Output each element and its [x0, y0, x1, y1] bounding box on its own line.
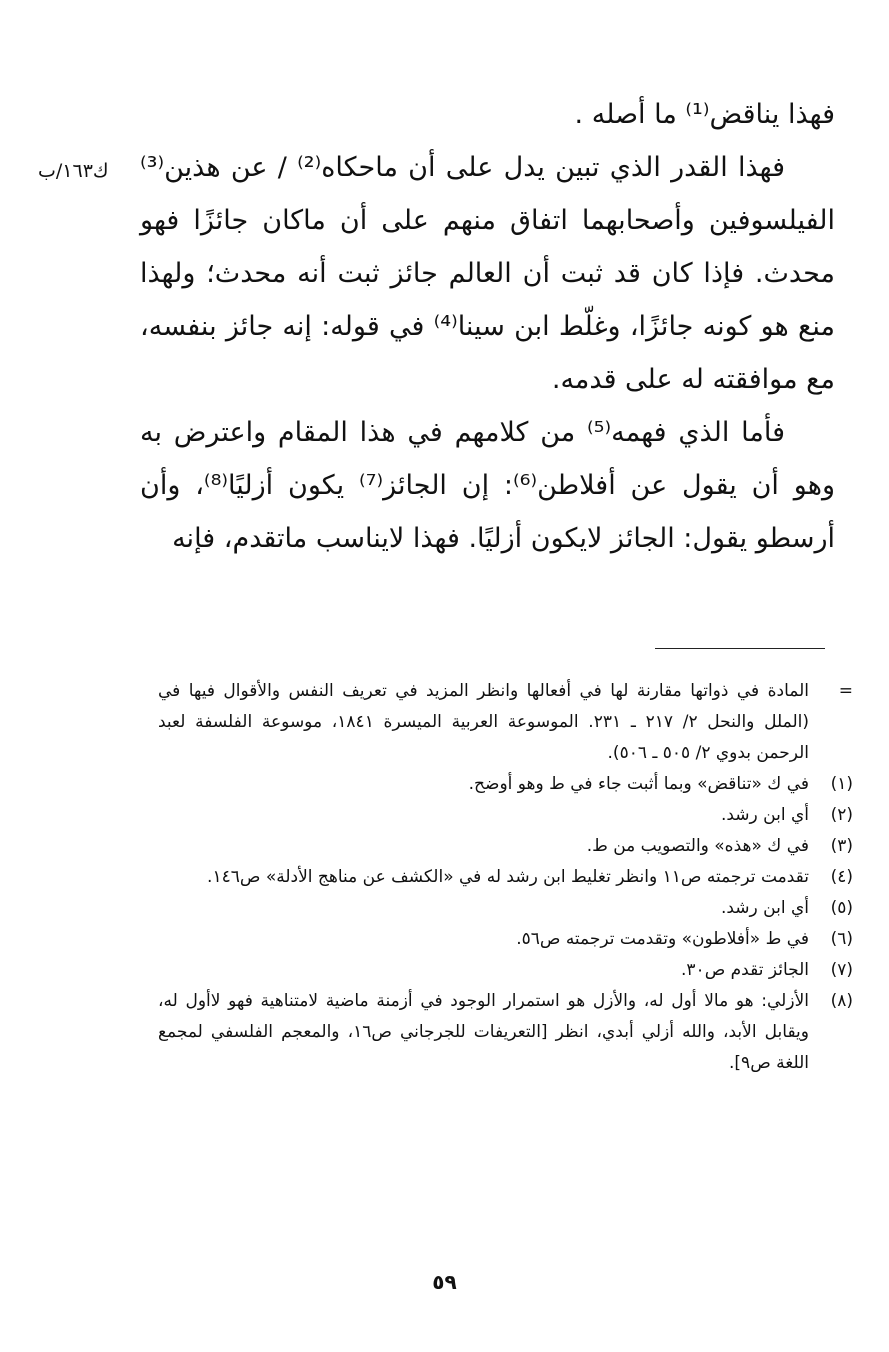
footnote-1: [158, 769, 853, 800]
footnote-7: [158, 955, 853, 986]
footnote-text: في ط «أفلاطون» وتقدمت ترجمته ص٥٦.: [516, 929, 809, 949]
footnote-number: (٢): [830, 805, 853, 825]
footnote-separator: [655, 648, 825, 649]
footnote-8: [158, 986, 853, 1079]
footnote-text: تقدمت ترجمته ص١١ وانظر تغليط ابن رشد له في «الكشف عن مناهج الأدلة» ص١٤٦.: [207, 867, 809, 887]
page-number: ٥٩: [432, 1270, 457, 1294]
footnote-text: في ك «هذه» والتصويب من ط.: [586, 836, 809, 856]
main-text: [140, 88, 835, 565]
footnote-continued: [158, 676, 853, 769]
footnote-text: الجائز تقدم ص٣٠.: [681, 960, 809, 980]
footnotes: [158, 676, 853, 1079]
footnote-6: [158, 924, 853, 955]
paragraph-2: فهذا القدر الذي تبين يدل على أن ماحكاه⁽²⁾ / عن هذين⁽³⁾ الفيلسوفين وأصحابهما اتفاق منهم على أن ماكان جائزًا فهو محدث. فإذا كان قد ثبت أن العالم جائز ثبت أنه محدث؛ ولهذا منع هو كونه جائزًا، وغلّط ابن سينا⁽⁴⁾ في قوله: إنه جائز بنفسه، مع موافقته له على قدمه.: [140, 152, 836, 395]
footnote-4: [158, 862, 853, 893]
footnote-number: (٣): [830, 836, 853, 856]
footnote-text: في ك «تناقض» وبما أثبت جاء في ط وهو أوضح.: [468, 774, 809, 794]
footnote-text: أي ابن رشد.: [720, 898, 809, 918]
footnote-number: (٨): [830, 991, 853, 1011]
footnote-number: =: [838, 681, 853, 701]
paragraph-3: فأما الذي فهمه⁽⁵⁾ من كلامهم في هذا المقام واعترض به وهو أن يقول عن أفلاطن⁽⁶⁾: إن الجائز⁽⁷⁾ يكون أزليًا⁽⁸⁾، وأن أرسطو يقول: الجائز لايكون أزليًا. فهذا لايناسب ماتقدم، فإنه: [140, 417, 835, 554]
footnote-5: [158, 893, 853, 924]
margin-folio-note: ك١٦٣/ب: [38, 160, 109, 182]
footnote-number: (٤): [830, 867, 853, 887]
paragraph-1: فهذا يناقض⁽¹⁾ ما أصله .: [574, 99, 835, 130]
footnote-text: أي ابن رشد.: [720, 805, 809, 825]
footnote-number: (١): [830, 774, 853, 794]
footnote-number: (٧): [830, 960, 853, 980]
footnote-3: [158, 831, 853, 862]
footnote-number: (٥): [830, 898, 853, 918]
footnote-text: المادة في ذواتها مقارنة لها في أفعالها وانظر المزيد في تعريف النفس والأقوال فيها في (الملل والنحل ٢/ ٢١٧ ـ ٢٣١. الموسوعة العربية الميسرة ١٨٤١، موسوعة الفلسفة لعبد الرحمن بدوي ٢/ ٥٠٥ ـ ٥٠٦).: [158, 681, 809, 763]
footnote-number: (٦): [830, 929, 853, 949]
footnote-text: الأزلي: هو مالا أول له، والأزل هو استمرار الوجود في أزمنة ماضية لامتناهية فهو لاأول له، ويقابل الأبد، والله أزلي أبدي، انظر [التعريفات للجرجاني ص١٦، والمعجم الفلسفي لمجمع اللغة ص٩].: [158, 991, 809, 1073]
footnote-2: [158, 800, 853, 831]
